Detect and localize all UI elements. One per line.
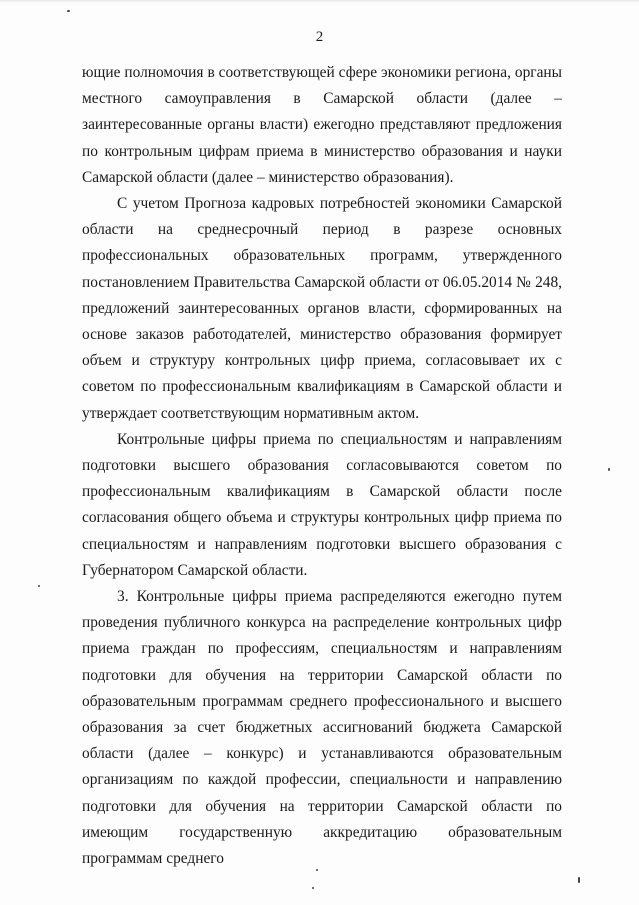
paragraph-forecast: С учетом Прогноза кадровых потребностей экономики Самарской области на среднесрочный период в разрезе основных профессиональных образовательных программ, утвержденного постановлением Правительства Самарской области от 06.05.2014 № 248, предложений заинтересованных органов власти, сформированных на основе заказов работодателей, министерство образования формирует объем и структуру контрольных цифр приема, согласовывает их с советом по профессиональным квалификациям в Самарской области и утверждает соответствующим нормативным актом. xyxy=(82,195,562,422)
scan-speck xyxy=(316,869,318,871)
scan-speck xyxy=(608,468,610,471)
scan-edge xyxy=(0,0,639,3)
page-number: 2 xyxy=(315,29,324,45)
paragraph-continuation: ющие полномочия в соответствующей сфере экономики региона, органы местного самоуправления в Самарской области (далее – заинтересованные органы власти) ежегодно представляют предложения по контрольным цифрам приема в министерство образования и науки Самарской области (далее – министерство образования). xyxy=(82,64,562,186)
document-body xyxy=(82,60,562,872)
paragraph-distribution: 3. Контрольные цифры приема распределяются ежегодно путем проведения публичного конкурса на распределение контрольных цифр приема граждан по профессиям, специальностям и направлениям подготовки для обучения на территории Самарской области по образовательным программам среднего профессионального и высшего образования за счет бюджетных ассигнований бюджета Самарской области (далее – конкурс) и устанавливаются образовательным организациям по каждой профессии, специальности и направлению подготовки для обучения на территории Самарской области по имеющим государственную аккредитацию образовательным программам среднего xyxy=(82,588,562,868)
paragraph-higher-education: Контрольные цифры приема по специальностям и направлениям подготовки высшего образования согласовываются советом по профессиональным квалификациям в Самарской области после согласования общего объема и структуры контрольных цифр приема по специальностям и направлениям подготовки высшего образования с Губернатором Самарской области. xyxy=(82,430,562,579)
scan-speck xyxy=(38,585,40,587)
scan-speck xyxy=(578,877,580,883)
scan-speck xyxy=(312,887,314,889)
scan-speck xyxy=(67,10,70,12)
